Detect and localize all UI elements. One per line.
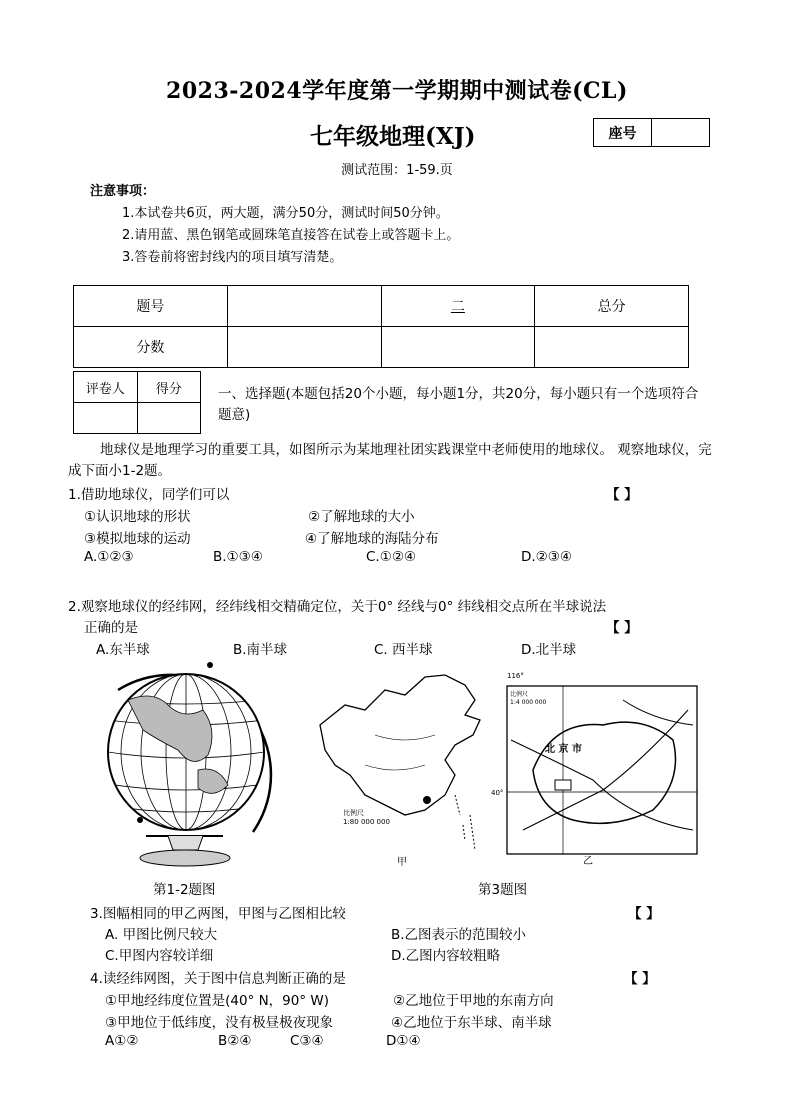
score-header-cell: 题号 [74, 286, 228, 327]
q4-answer-bracket[interactable]: 【 】 [624, 971, 656, 987]
q4-item: ②乙地位于甲地的东南方向 [393, 993, 554, 1009]
q1-option-c[interactable]: C.①②④ [366, 549, 417, 565]
q2-option-c[interactable]: C. 西半球 [374, 642, 433, 658]
q1-item: ③模拟地球的运动 [84, 531, 191, 547]
score-cell[interactable] [381, 327, 535, 368]
q2-stem: 2.观察地球仪的经纬网，经纬线相交精确定位，关于0° 经线与0° 纬线相交点所在半球说法 [68, 599, 607, 615]
map-a-scale-line1: 比例尺 [343, 809, 364, 817]
score-header-cell [227, 286, 381, 327]
q3-stem: 3.图幅相同的甲乙两图，甲图与乙图相比较 [90, 906, 346, 922]
q2-stem-cont: 正确的是 [84, 620, 138, 636]
q4-item: ③甲地位于低纬度，没有极昼极夜现象 [105, 1015, 334, 1031]
exam-subtitle: 七年级地理(XJ) [310, 123, 476, 150]
map-b-lat: 40° [491, 789, 504, 797]
q4-item: ①甲地经纬度位置是(40° N，90° W) [105, 993, 330, 1009]
q3-option-a[interactable]: A. 甲图比例尺较大 [105, 927, 218, 943]
q4-option-d[interactable]: D①④ [386, 1033, 421, 1049]
q4-option-a[interactable]: A①② [105, 1033, 139, 1049]
q3-option-b[interactable]: B.乙图表示的范围较小 [391, 927, 527, 943]
section-heading: 一、选择题(本题包括20个小题，每小题1分，共20分，每小题只有一个选项符合题意) [218, 386, 699, 423]
score-header-cell: 总分 [535, 286, 689, 327]
grader-score-field[interactable] [137, 403, 201, 434]
seat-label: 座号 [594, 119, 652, 146]
q2-option-a[interactable]: A.东半球 [96, 642, 150, 658]
figure-caption-1: 第1-2题图 [153, 882, 216, 898]
exam-title: 2023-2024学年度第一学期期中测试卷(CL) [166, 78, 628, 104]
q4-option-b[interactable]: B②④ [218, 1033, 252, 1049]
q3-option-d[interactable]: D.乙图内容较粗略 [391, 948, 501, 964]
q1-item: ②了解地球的大小 [308, 509, 415, 525]
score-header-cell: 二 [381, 286, 535, 327]
china-map-jia [305, 665, 500, 870]
q1-option-a[interactable]: A.①②③ [84, 549, 134, 565]
intro-paragraph: 地球仪是地理学习的重要工具，如图所示为某地理社团实践课堂中老师使用的地球仪。 观察地球仪，完成下面小1-2题。 [68, 442, 712, 479]
score-row-label: 分数 [74, 327, 228, 368]
q2-answer-bracket[interactable]: 【 】 [606, 620, 638, 636]
note-item: 1.本试卷共6页，两大题，满分50分，测试时间50分钟。 [122, 206, 449, 221]
map-a-label: 甲 [397, 857, 407, 868]
notes-heading: 注意事项： [90, 184, 156, 199]
q1-option-d[interactable]: D.②③④ [521, 549, 572, 565]
beijing-map-yi [491, 672, 703, 870]
score-cell[interactable] [535, 327, 689, 368]
note-item: 2.请用蓝、黑色钢笔或圆珠笔直接答在试卷上或答题卡上。 [122, 228, 460, 243]
score-cell[interactable] [227, 327, 381, 368]
score-table [73, 285, 689, 368]
q3-option-c[interactable]: C.甲图内容较详细 [105, 948, 214, 964]
test-range: 测试范围：1-59.页 [341, 163, 453, 178]
map-b-lon: 116° [507, 672, 524, 680]
seat-number-box [593, 118, 710, 147]
q1-item: ④了解地球的海陆分布 [305, 531, 439, 547]
q4-item: ④乙地位于东半球、南半球 [391, 1015, 552, 1031]
grader-table [73, 371, 201, 434]
q1-option-b[interactable]: B.①③④ [213, 549, 263, 565]
q1-item: ①认识地球的形状 [84, 509, 191, 525]
reviewer-label: 评卷人 [74, 372, 138, 403]
q1-answer-bracket[interactable]: 【 】 [606, 487, 638, 503]
map-a-scale-line2: 1:80 000 000 [343, 818, 390, 826]
grader-score-label: 得分 [137, 372, 201, 403]
q4-stem: 4.读经纬网图，关于图中信息判断正确的是 [90, 971, 346, 987]
map-b-scale-line1: 比例尺 [510, 691, 529, 698]
seat-number-field[interactable] [652, 119, 709, 146]
q1-stem: 1.借助地球仪，同学们可以 [68, 487, 230, 503]
q2-option-b[interactable]: B.南半球 [233, 642, 288, 658]
q4-option-c[interactable]: C③④ [290, 1033, 324, 1049]
figure-caption-2: 第3题图 [478, 882, 528, 898]
map-b-scale-line2: 1:4 000 000 [510, 699, 547, 706]
note-item: 3.答卷前将密封线内的项目填写清楚。 [122, 250, 343, 265]
map-b-city: 北 京 市 [545, 744, 582, 755]
q3-answer-bracket[interactable]: 【 】 [628, 906, 660, 922]
reviewer-field[interactable] [74, 403, 138, 434]
globe-figure [98, 660, 283, 872]
q2-option-d[interactable]: D.北半球 [521, 642, 577, 658]
map-b-label: 乙 [583, 856, 593, 867]
